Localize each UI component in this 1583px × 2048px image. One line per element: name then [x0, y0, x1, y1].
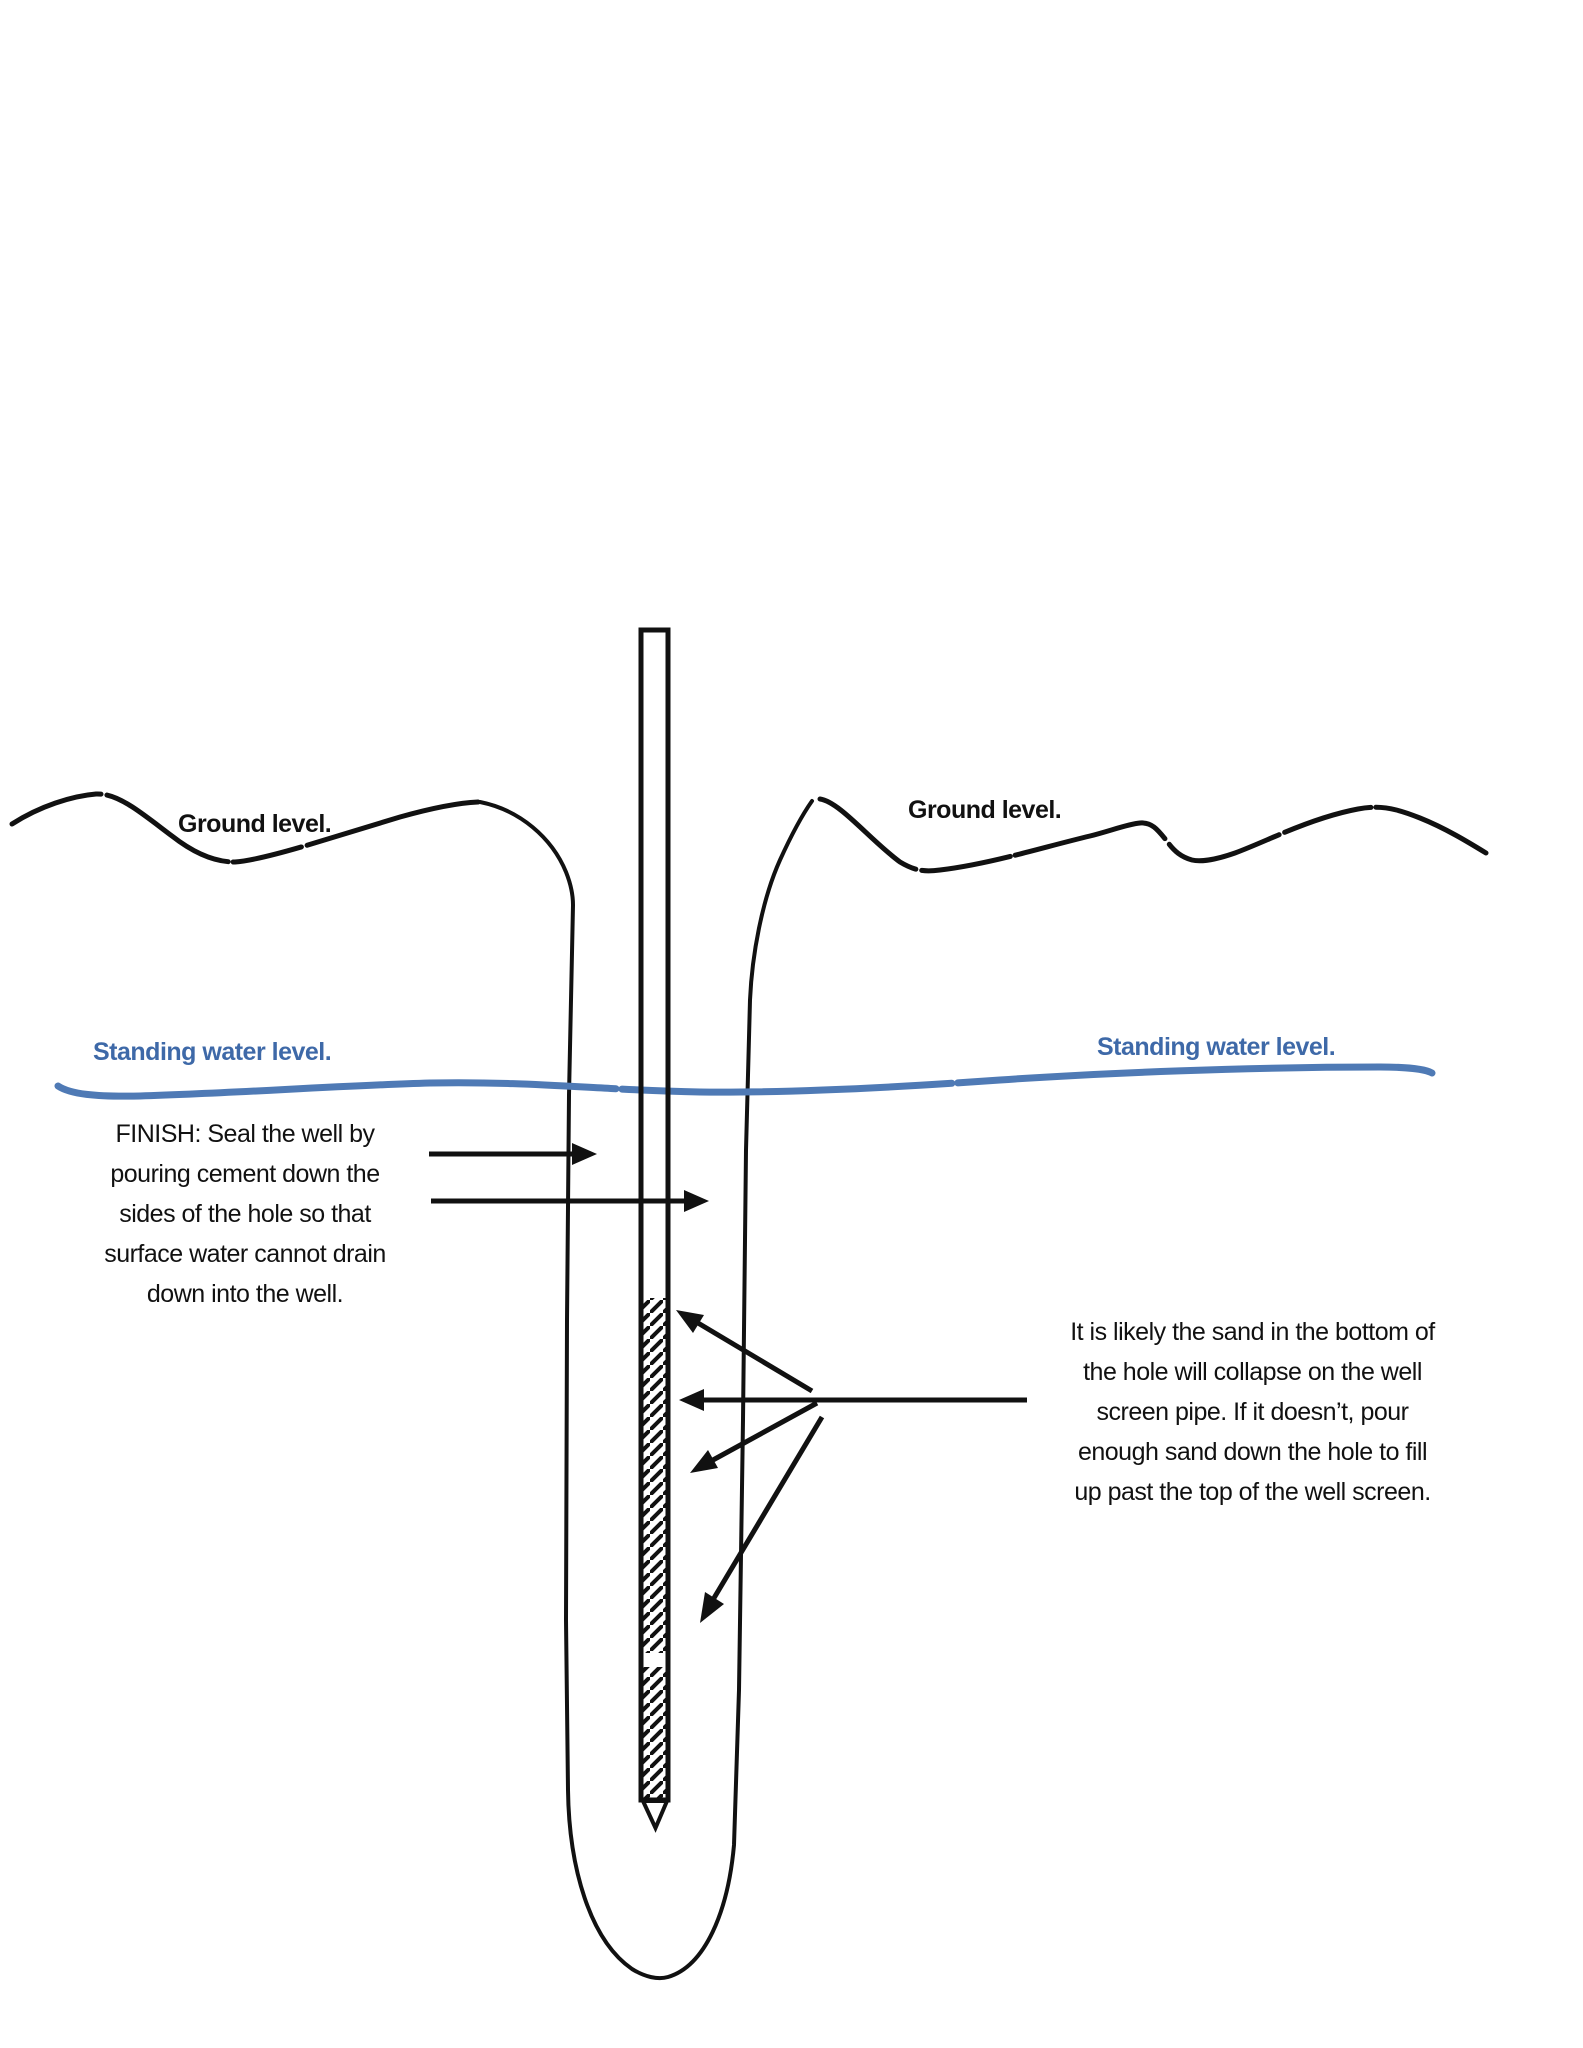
well-screen-joint-gap — [641, 1653, 668, 1667]
finish-note-line: sides of the hole so that — [119, 1200, 371, 1228]
sand-collapse-note — [1030, 1312, 1475, 1512]
cement-arrow-upper — [429, 1143, 597, 1165]
pipe-tip — [643, 1801, 667, 1828]
sand-note-line: enough sand down the hole to fill — [1077, 1438, 1428, 1466]
sand-note-line: It is likely the sand in the bottom of — [1070, 1318, 1435, 1346]
finish-cement-note — [60, 1114, 430, 1314]
finish-note-line: pouring cement down the — [110, 1160, 380, 1188]
ground-level-label-left: Ground level. — [178, 810, 332, 838]
finish-note-line: FINISH: Seal the well by — [115, 1120, 375, 1148]
sand-note-line: up past the top of the well screen. — [1074, 1478, 1431, 1506]
finish-note-line: surface water cannot drain — [104, 1240, 386, 1268]
standing-water-level-label-left: Standing water level. — [93, 1038, 332, 1066]
ground-level-label-right: Ground level. — [908, 796, 1062, 824]
standing-water-level-label-right: Standing water level. — [1097, 1033, 1336, 1061]
sand-arrow-horizontal — [679, 1389, 1027, 1411]
sand-arrow-down — [700, 1417, 822, 1623]
finish-note-line: down into the well. — [146, 1280, 344, 1308]
water-line — [58, 1067, 1432, 1096]
sand-note-line: the hole will collapse on the well — [1083, 1358, 1422, 1386]
well-screen-hatch — [643, 1298, 666, 1800]
sand-arrow-mid — [690, 1403, 817, 1473]
sand-note-line: screen pipe. If it doesn’t, pour — [1096, 1398, 1409, 1426]
